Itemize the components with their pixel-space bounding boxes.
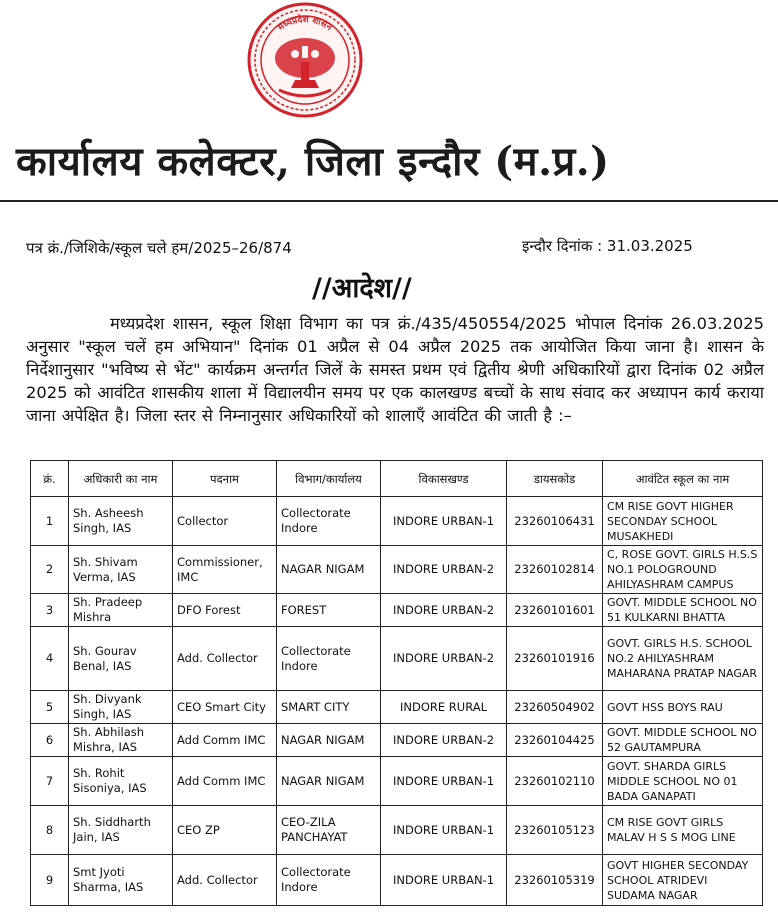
cell-block: INDORE URBAN-2 [381, 724, 507, 757]
cell-dise-code: 23260102110 [507, 757, 603, 806]
cell-school: GOVT. GIRLS H.S. SCHOOL NO.2 AHILYASHRAM MAHARANA PRATAP NAGAR [603, 627, 763, 691]
cell-school: GOVT. MIDDLE SCHOOL NO 51 KULKARNI BHATTA [603, 594, 763, 627]
cell-sno: 7 [31, 757, 69, 806]
cell-department: SMART CITY [277, 691, 381, 724]
order-heading: //आदेश// [312, 273, 412, 304]
header-block: विकासखण्ड [381, 461, 507, 497]
header-school: आवंटित स्कूल का नाम [603, 461, 763, 497]
cell-department: NAGAR NIGAM [277, 724, 381, 757]
cell-school: C, ROSE GOVT. GIRLS H.S.S NO.1 POLOGROUND AHILYASHRAM CAMPUS [603, 546, 763, 594]
seal-text: मध्यप्रदेश शासन [276, 14, 334, 34]
cell-designation: Add Comm IMC [173, 757, 277, 806]
cell-officer: Sh. Abhilash Mishra, IAS [69, 724, 173, 757]
cell-sno: 3 [31, 594, 69, 627]
cell-officer: Sh. Pradeep Mishra [69, 594, 173, 627]
mp-government-seal-icon [247, 2, 363, 118]
officer-allocation-table [30, 460, 763, 906]
table-header-row [31, 461, 763, 497]
cell-school: CM RISE GOVT HIGHER SECONDAY SCHOOL MUSAKHEDI [603, 497, 763, 546]
cell-designation: Add Comm IMC [173, 724, 277, 757]
cell-dise-code: 23260106431 [507, 497, 603, 546]
header-department: विभाग/कार्यालय [277, 461, 381, 497]
cell-dise-code: 23260105123 [507, 806, 603, 855]
cell-dise-code: 23260101601 [507, 594, 603, 627]
cell-block: INDORE URBAN-1 [381, 757, 507, 806]
cell-dise-code: 23260104425 [507, 724, 603, 757]
cell-block: INDORE URBAN-2 [381, 627, 507, 691]
header-dise-code: डायसकोड [507, 461, 603, 497]
table-row [31, 627, 763, 691]
cell-designation: Commissioner, IMC [173, 546, 277, 594]
cell-department: FOREST [277, 594, 381, 627]
cell-sno: 4 [31, 627, 69, 691]
order-paragraph: मध्यप्रदेश शासन, स्कूल शिक्षा विभाग का पत्र क्रं./435/450554/2025 भोपाल दिनांक 26.03.2025 अनुसार "स्कूल चलें हम अभियान" दिनांक 01 अप्रैल से 04 अप्रैल 2025 तक आयोजित किया जाना है। शासन के निर्देशानुसार "भविष्य से भेंट" कार्यक्रम अन्तर्गत जिलें के समस्त प्रथम एवं द्वितीय श्रेणी अधिकारियों द्वारा दिनांक 02 अप्रैल 2025 को आवंटित शासकीय शाला में विद्यालयीन समय पर एक कालखण्ड बच्चों के साथ संवाद कर अध्यापन कार्य कराया जाना अपेक्षित है। जिला स्तर से निम्नानुसार अधिकारियों को शालाएँ आवंटित की जाती है :– [26, 314, 764, 425]
cell-block: INDORE RURAL [381, 691, 507, 724]
cell-sno: 6 [31, 724, 69, 757]
cell-dise-code: 23260101916 [507, 627, 603, 691]
cell-dise-code: 23260102814 [507, 546, 603, 594]
letter-date: इन्दौर दिनांक : 31.03.2025 [522, 237, 693, 255]
cell-designation: CEO ZP [173, 806, 277, 855]
header-designation: पदनाम [173, 461, 277, 497]
cell-officer: Sh. Siddharth Jain, IAS [69, 806, 173, 855]
cell-department: NAGAR NIGAM [277, 546, 381, 594]
cell-department: Collectorate Indore [277, 627, 381, 691]
cell-school: GOVT. SHARDA GIRLS MIDDLE SCHOOL NO 01 BADA GANAPATI [603, 757, 763, 806]
cell-sno: 5 [31, 691, 69, 724]
header-divider [0, 200, 778, 202]
table-row [31, 855, 763, 906]
cell-officer: Sh. Asheesh Singh, IAS [69, 497, 173, 546]
table-row [31, 691, 763, 724]
cell-sno: 2 [31, 546, 69, 594]
cell-department: Collectorate Indore [277, 497, 381, 546]
cell-designation: Collector [173, 497, 277, 546]
cell-sno: 1 [31, 497, 69, 546]
office-title: कार्यालय कलेक्टर, जिला इन्दौर (म.प्र.) [16, 138, 610, 185]
cell-department: Collectorate Indore [277, 855, 381, 906]
cell-sno: 9 [31, 855, 69, 906]
cell-school: GOVT HIGHER SECONDAY SCHOOL ATRIDEVI SUDAMA NAGAR [603, 855, 763, 906]
header-sno: क्रं. [31, 461, 69, 497]
cell-school: GOVT. MIDDLE SCHOOL NO 52 GAUTAMPURA [603, 724, 763, 757]
cell-officer: Sh. Shivam Verma, IAS [69, 546, 173, 594]
cell-dise-code: 23260105319 [507, 855, 603, 906]
cell-dise-code: 23260504902 [507, 691, 603, 724]
cell-department: CEO-ZILA PANCHAYAT [277, 806, 381, 855]
cell-school: CM RISE GOVT GIRLS MALAV H S S MOG LINE [603, 806, 763, 855]
table-row [31, 724, 763, 757]
cell-school: GOVT HSS BOYS RAU [603, 691, 763, 724]
table-row [31, 546, 763, 594]
cell-officer: Sh. Rohit Sisoniya, IAS [69, 757, 173, 806]
cell-block: INDORE URBAN-2 [381, 546, 507, 594]
cell-officer: Smt Jyoti Sharma, IAS [69, 855, 173, 906]
letter-number: पत्र क्रं./जिशिके/स्कूल चले हम/2025–26/874 [26, 239, 292, 257]
header-officer: अधिकारी का नाम [69, 461, 173, 497]
cell-department: NAGAR NIGAM [277, 757, 381, 806]
cell-block: INDORE URBAN-1 [381, 806, 507, 855]
cell-designation: Add. Collector [173, 627, 277, 691]
cell-block: INDORE URBAN-1 [381, 497, 507, 546]
cell-designation: Add. Collector [173, 855, 277, 906]
table-row [31, 757, 763, 806]
cell-designation: CEO Smart City [173, 691, 277, 724]
cell-officer: Sh. Divyank Singh, IAS [69, 691, 173, 724]
cell-block: INDORE URBAN-2 [381, 594, 507, 627]
cell-designation: DFO Forest [173, 594, 277, 627]
table-row [31, 806, 763, 855]
cell-sno: 8 [31, 806, 69, 855]
cell-block: INDORE URBAN-1 [381, 855, 507, 906]
table-row [31, 594, 763, 627]
cell-officer: Sh. Gourav Benal, IAS [69, 627, 173, 691]
table-row [31, 497, 763, 546]
